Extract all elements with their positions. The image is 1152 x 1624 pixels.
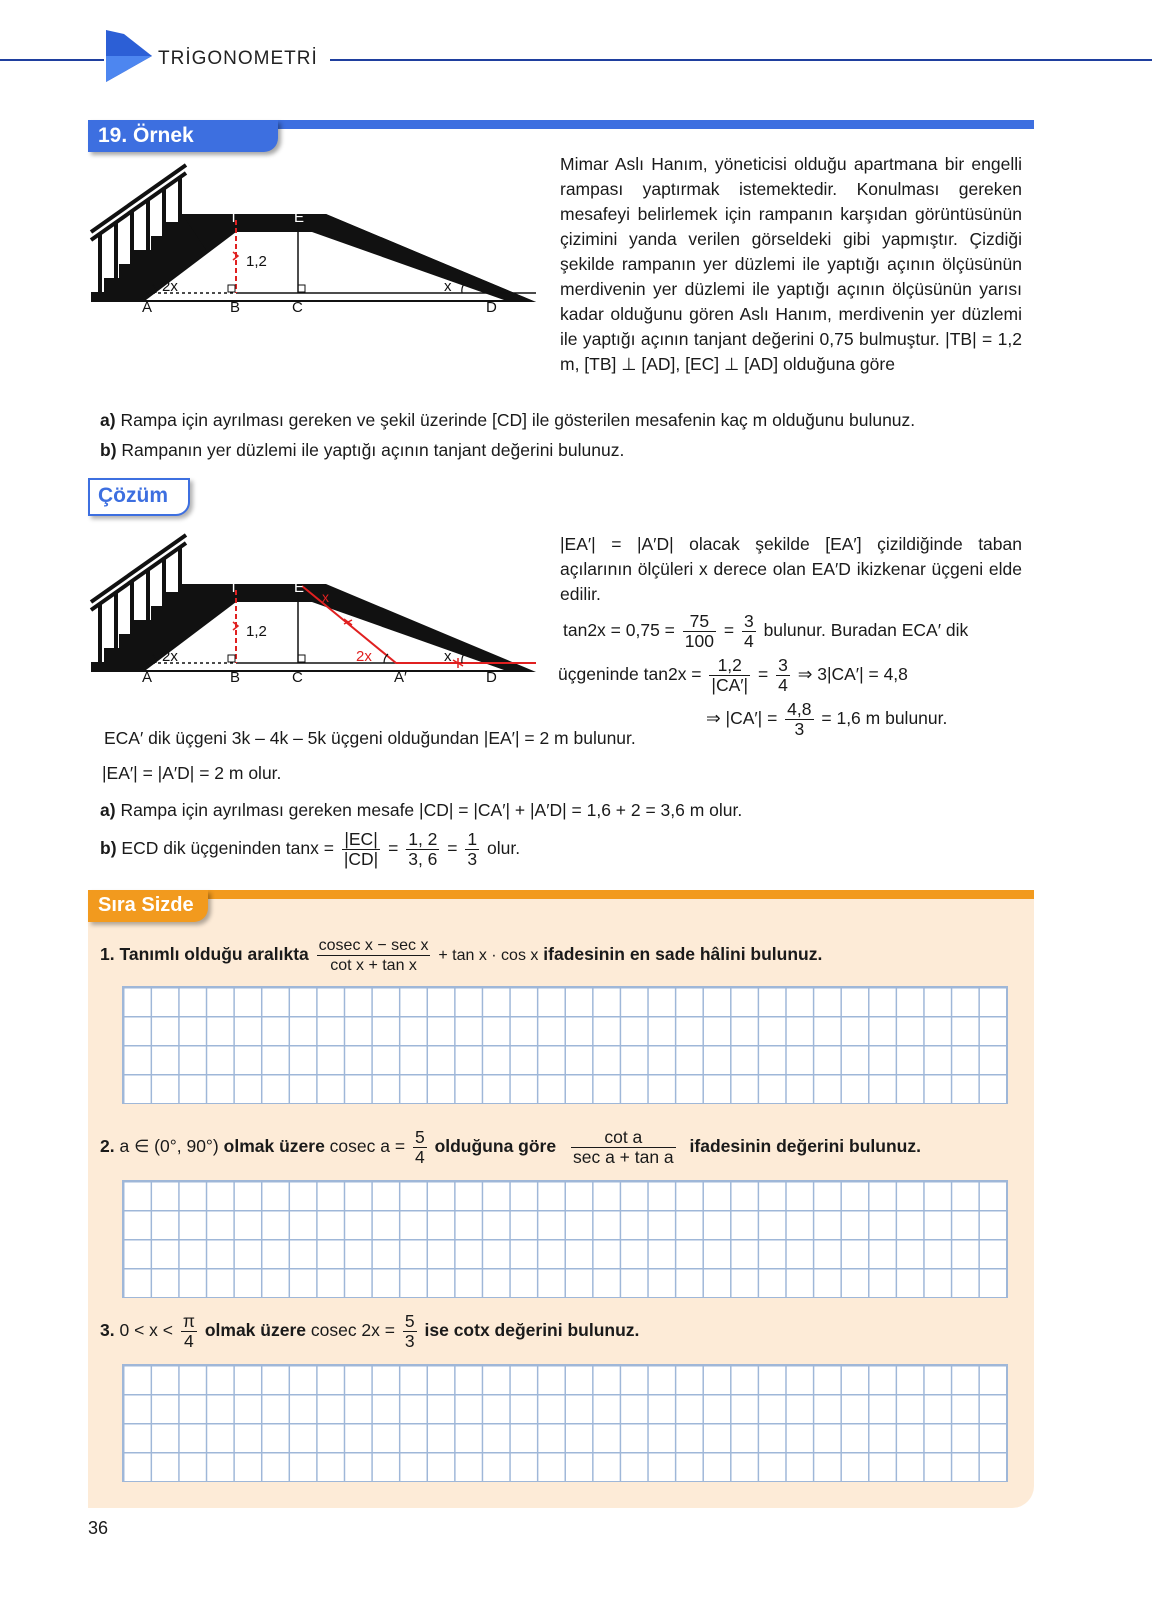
solution-tab [88, 478, 190, 516]
label-A: A [142, 299, 153, 316]
q2-condition: olmak üzere [223, 1136, 325, 1157]
example-given: |TB| = 1,2 m, [TB] ⊥ [AD], [EC] ⊥ [AD] [560, 329, 1022, 374]
fraction-3-4-b: $\frac{3}{4}$ [778, 655, 788, 695]
label-C: C [292, 299, 303, 316]
q2-given: olduğuna göre [434, 1136, 557, 1157]
q2-suffix: ifadesinin değerini bulunuz. [689, 1136, 921, 1157]
header-line-right [330, 59, 1152, 61]
label-D: D [486, 299, 497, 316]
tan-prefix: tan2x = 0,75 = [563, 620, 675, 641]
label-angle-d: x [444, 278, 452, 295]
solution-line2 [558, 656, 908, 695]
question-b [100, 440, 624, 461]
answer-a-label: a) [100, 800, 116, 820]
sol-label-angle-a2: 2x [356, 648, 372, 665]
example-tab [88, 120, 278, 152]
example-text: Mimar Aslı Hanım, yöneticisi olduğu apartmana bir engelli rampası yaptırmak istemektedir. Konulması gereken mesafeyi belirlemek için rampanın karşıdan görüntüsünün çizimini yanda verilen görseldeki gibi yapmıştır. Çizdiği şekilde rampanın yer düzlemi ile yaptığı açının ölçüsünün merdivenin yer düzlemi ile yaptığı açının ölçüsünün yarısı kadar olduğunu gören Aslı Hanım, merdivenin yer düzlemi ile yaptığı açının tanjant değerini 0,75 bulmuştur. [560, 154, 1022, 349]
sol-label-height: 1,2 [246, 623, 267, 640]
practice-q3 [100, 1312, 639, 1351]
sol-label-C: C [292, 669, 303, 686]
q3-range: 0 < x < [119, 1320, 173, 1341]
example-paragraph [560, 152, 1022, 377]
q3-condition: olmak üzere [204, 1320, 306, 1341]
line3-suffix: = 1,6 m bulunur. [821, 708, 948, 729]
sol-label-angle-e: x [322, 589, 329, 605]
q2-cosec: cosec a = [329, 1136, 406, 1157]
sol-label-T: T [229, 579, 239, 596]
example-given-tail: olduğuna göre [783, 354, 895, 374]
equals-sign: = [723, 620, 735, 641]
fraction-3-4: $\frac{3}{4}$ [743, 611, 754, 651]
line3-prefix: ⇒ |CA′| = [706, 708, 778, 729]
solution-line3 [706, 700, 947, 739]
answer-b-prefix: ECD dik üçgeninden tanx = [121, 838, 334, 859]
practice-tab-label: Sıra Sizde [98, 894, 194, 916]
solution-line4: ECA′ dik üçgeni 3k – 4k – 5k üçgeni olduğundan |EA′| = 2 m bulunur. [104, 728, 636, 748]
label-height: 1,2 [246, 253, 267, 270]
solution-figure [86, 530, 556, 700]
q3-cosec: cosec 2x = [310, 1320, 396, 1341]
q1-middle: + tan x · cos x [438, 947, 539, 965]
answer-grid-1[interactable] [122, 986, 1008, 1104]
sol-label-D: D [486, 669, 497, 686]
header-title: TRİGONOMETRİ [158, 48, 318, 69]
q1-fraction: $\frac{\text{cosec x − sec x}}{\text{cot x + tan x}}$ [318, 937, 429, 974]
q1-prefix: Tanımlı olduğu aralıkta [119, 944, 309, 965]
q3-suffix: ise cotx değerini bulunuz. [424, 1320, 640, 1341]
practice-q2 [100, 1128, 921, 1167]
sol-label-A: A [142, 669, 153, 686]
practice-bar [200, 890, 1034, 899]
fraction-12-36: $\frac{1, 2}{3, 6}$ [408, 829, 438, 869]
sol-label-B: B [230, 669, 241, 686]
q2-number: 2. [100, 1136, 115, 1157]
answer-grid-2[interactable] [122, 1180, 1008, 1298]
fraction-12-ca: $\frac{1,2}{|CA'|}$ [711, 655, 749, 695]
sol-label-angle-d: x [444, 648, 452, 665]
q3-number: 3. [100, 1320, 115, 1341]
question-b-label: b) [100, 440, 117, 460]
q3-fraction-5-3: $\frac{5}{3}$ [404, 1311, 415, 1351]
example-tab-label: 19. Örnek [98, 124, 194, 147]
fraction-75-100: $\frac{75}{100}$ [684, 611, 714, 651]
answer-b: b) ECD dik üçgeninden tanx = $\frac{|EC|}{|CD|}$ = $\frac{1, 2}{3, 6}$ = $\frac{1}{3}$ olur. [100, 829, 521, 869]
label-E: E [294, 209, 305, 226]
q2-interval: a ∈ (0°, 90°) [119, 1136, 219, 1157]
practice-tab [88, 890, 208, 922]
label-B: B [230, 299, 241, 316]
solution-tab-label: Çözüm [98, 484, 168, 507]
header-logo-icon [104, 28, 154, 84]
question-a [100, 410, 915, 431]
q2-fraction-5-4: $\frac{5}{4}$ [414, 1127, 425, 1167]
sol-label-E: E [294, 579, 305, 596]
q2-fraction-expr: $\frac{\text{cot a}}{\text{sec a + tan a}}$ [572, 1127, 674, 1167]
solution-line5: |EA′| = |A′D| = 2 m olur. [102, 763, 282, 783]
line2-suffix: ⇒ 3|CA′| = 4,8 [797, 664, 908, 685]
equals-sign-2: = [757, 664, 769, 685]
practice-q1 [100, 936, 822, 975]
answer-a-text: Rampa için ayrılması gereken mesafe |CD| = |CA′| + |A′D| = 1,6 + 2 = 3,6 m olur. [120, 800, 743, 820]
answer-b-label: b) [100, 838, 117, 859]
page-number: 36 [88, 1518, 109, 1538]
question-b-text: Rampanın yer düzlemi ile yaptığı açının tanjant değerini bulunuz. [121, 440, 625, 460]
q1-suffix: ifadesinin en sade hâlini bulunuz. [543, 944, 823, 965]
header-line-left [0, 59, 104, 61]
label-T: T [229, 209, 239, 226]
ramp-figure [86, 160, 556, 330]
sol-label-A2: A′ [394, 669, 407, 686]
answer-a [100, 800, 742, 821]
line2-prefix: üçgeninde tan2x = [558, 664, 702, 685]
q3-fraction-pi-4: $\frac{\pi}{4}$ [182, 1311, 195, 1351]
q1-number: 1. [100, 944, 115, 965]
question-a-label: a) [100, 410, 116, 430]
sol-label-angle-a: 2x [162, 648, 178, 665]
answer-b-suffix: olur. [487, 838, 521, 859]
tan-suffix: bulunur. Buradan ECA′ dik [763, 620, 969, 641]
answer-grid-3[interactable] [122, 1364, 1008, 1482]
fraction-1-3: $\frac{1}{3}$ [467, 829, 478, 869]
solution-intro: |EA′| = |A′D| olacak şekilde [EA′] çizildiğinde taban açılarının ölçüleri x derece olan EA′D ikizkenar üçgeni elde edilir. [560, 534, 1022, 604]
fraction-48-3: $\frac{4,8}{3}$ [787, 699, 812, 739]
solution-tan-line [563, 612, 968, 651]
question-a-text: Rampa için ayrılması gereken ve şekil üzerinde [CD] ile gösterilen mesafenin kaç m olduğunu bulunuz. [120, 410, 916, 430]
example-bar [270, 120, 1034, 129]
fraction-ec-cd: $\frac{|EC|}{|CD|}$ [343, 829, 379, 869]
label-angle-a: 2x [162, 278, 178, 295]
